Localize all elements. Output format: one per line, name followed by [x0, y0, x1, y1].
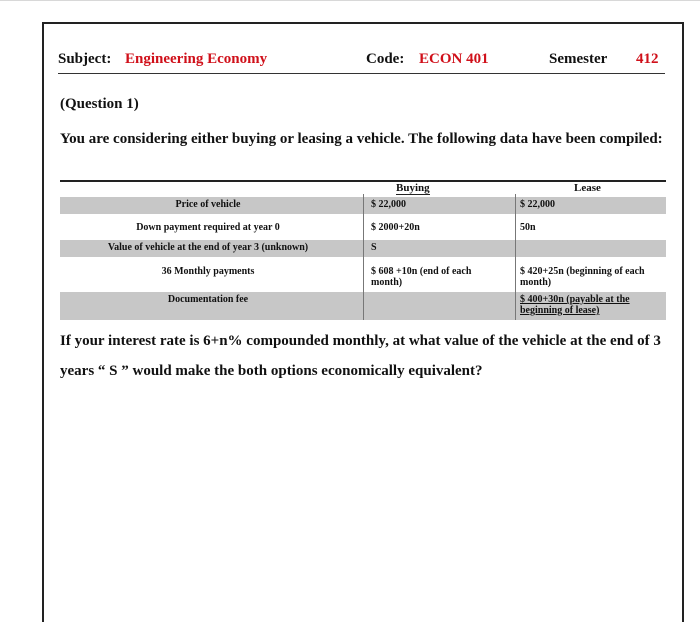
top-divider — [0, 0, 700, 1]
buying-cell: $ 608 +10n (end of each month) — [371, 266, 472, 288]
row-label: Down payment required at year 0 — [136, 222, 280, 233]
lease-cell: $ 22,000 — [520, 199, 555, 210]
subject-label: Subject: — [58, 51, 112, 67]
semester-label: Semester — [549, 51, 608, 67]
row-label: Price of vehicle — [175, 199, 241, 210]
column-header-buying: Buying — [396, 182, 430, 194]
question-prompt: If your interest rate is 6+n% compounded monthly, at what value of the vehicle at the end of 3 years “ S ” would make the both options economically equivalent? — [60, 333, 661, 379]
course-header — [58, 48, 665, 74]
column-header-lease: Lease — [574, 182, 601, 194]
comparison-table — [60, 180, 666, 320]
question-intro: You are considering either buying or leasing a vehicle. The following data have been compiled: — [60, 131, 663, 147]
buying-cell: $ 2000+20n — [371, 222, 420, 233]
row-label: 36 Monthly payments — [161, 266, 255, 277]
column-divider — [515, 194, 516, 320]
buying-cell: $ 22,000 — [371, 199, 406, 210]
question-title: (Question 1) — [60, 96, 139, 112]
lease-cell: $ 400+30n (payable at the beginning of lease) — [520, 294, 630, 316]
row-label: Value of vehicle at the end of year 3 (unknown) — [107, 242, 309, 253]
lease-cell: $ 420+25n (beginning of each month) — [520, 266, 645, 288]
subject-value: Engineering Economy — [125, 51, 268, 67]
lease-cell: 50n — [520, 222, 536, 233]
code-value: ECON 401 — [419, 51, 489, 67]
buying-cell: S — [371, 242, 377, 253]
column-divider — [363, 194, 364, 320]
row-label: Documentation fee — [167, 294, 249, 305]
code-label: Code: — [366, 51, 405, 67]
semester-value: 412 — [636, 51, 659, 67]
header-rule — [58, 73, 665, 74]
